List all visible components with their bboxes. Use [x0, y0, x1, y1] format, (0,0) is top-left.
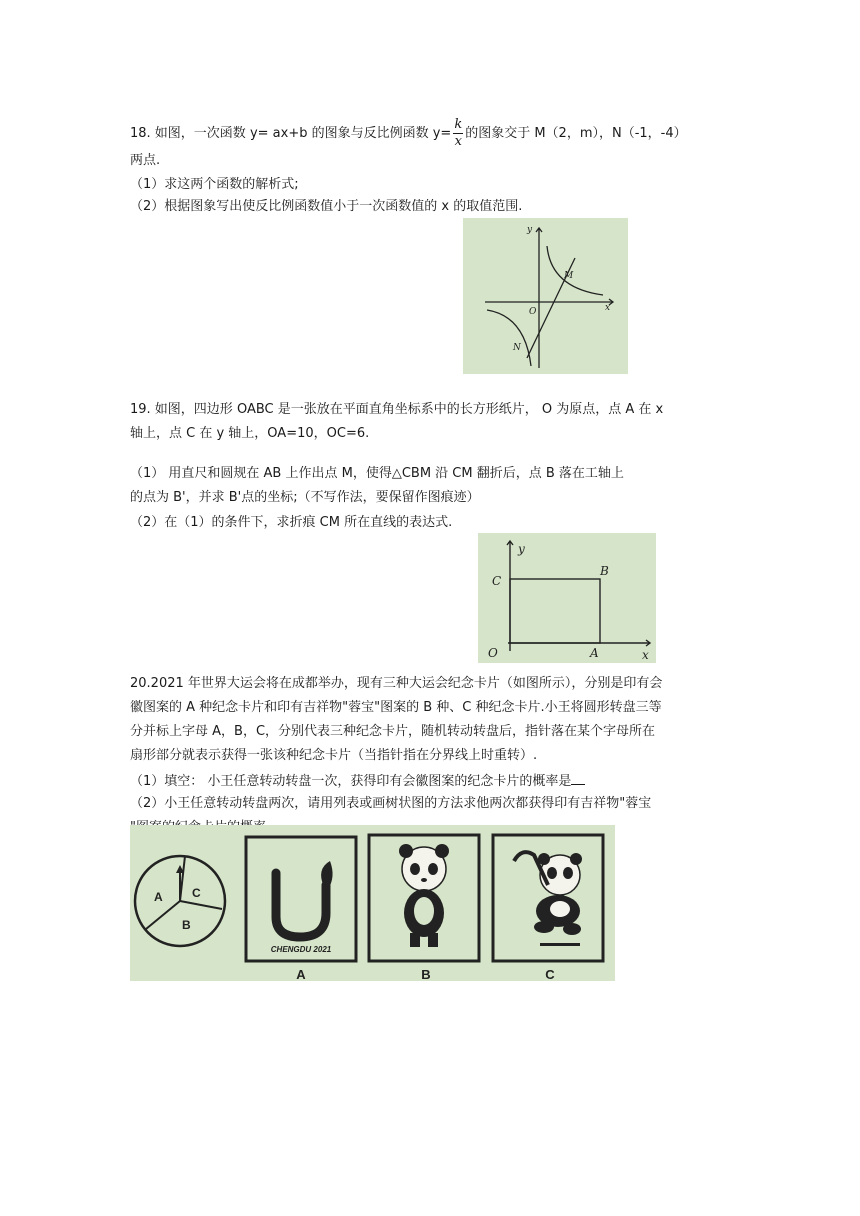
q20-part1-text: （1）填空： 小王任意转动转盘一次，获得印有会徽图案的纪念卡片的概率是: [130, 774, 572, 789]
panda-mascot-icon: [399, 844, 449, 947]
fig19-origin-label: O: [488, 646, 498, 660]
universiade-logo-icon: [276, 873, 326, 937]
q20-line4: 扇形部分就表示获得一张该种纪念卡片（当指针指在分界线上时重转）.: [130, 748, 538, 763]
q20-line1: 20.2021 年世界大运会将在成都举办，现有三种大运会纪念卡片（如图所示），分别是印有会: [130, 676, 663, 691]
q18-text-suffix: 的图象交于 M（2，m），N（-1，-4）: [465, 126, 687, 141]
q18-graph: [463, 218, 628, 374]
q20-part2-a: （2）小王任意转动转盘两次，请用列表或画树状图的方法求他两次都获得印有吉祥物"蓉宝: [130, 796, 652, 811]
spinner-divider-left: [146, 901, 180, 929]
q18-line2: 两点.: [130, 153, 161, 168]
panda-mascot-action-icon: [514, 852, 582, 946]
q18-fraction: [453, 117, 463, 150]
q18-line1: [130, 117, 687, 150]
spinner-label-a: A: [154, 890, 163, 904]
q20-illustration: [130, 825, 615, 981]
q19-line2: 轴上，点 C 在 y 轴上，OA=10，OC=6.: [130, 426, 370, 441]
card-label-b: B: [421, 967, 431, 981]
card-c: [493, 835, 603, 961]
q19-part1-a: （1） 用直尺和圆规在 AB 上作出点 M，使得△CBM 沿 CM 翻折后，点 B 落在工轴上: [130, 466, 624, 481]
fraction-numerator: k: [454, 117, 463, 132]
fig18-point-m: M: [564, 271, 574, 281]
card-b: [369, 835, 479, 961]
q20-part1: [130, 770, 585, 792]
q19-part1-b: 的点为 B'，并求 B'点的坐标;（不写作法，要保留作图痕迹）: [130, 490, 480, 505]
q18-text-prefix: 18. 如图，一次函数 y= ax+b 的图象与反比例函数 y=: [130, 126, 452, 141]
q20-line2: 徽图案的 A 种纪念卡片和印有吉祥物"蓉宝"图案的 B 种、C 种纪念卡片.小王将圆形转盘三等: [130, 700, 662, 715]
fig18-x-label: x: [605, 303, 611, 313]
fig19-point-c: C: [492, 574, 502, 588]
q18-part2: （2）根据图象写出使反比例函数值小于一次函数值的 x 的取值范围.: [130, 199, 523, 214]
spinner-divider-right: [180, 901, 222, 909]
hyperbola-branch-right: [547, 246, 603, 295]
fig18-y-label: y: [527, 225, 533, 235]
card-label-a: A: [296, 967, 306, 981]
card-a-frame: [246, 837, 356, 961]
hyperbola-branch-left: [487, 310, 531, 366]
card-a: [246, 837, 356, 961]
q18-figure: [463, 218, 628, 374]
rectangle-oabc: [510, 579, 600, 643]
q19-figure: [478, 533, 656, 663]
q20-figure: [130, 825, 615, 981]
fig19-y-label: y: [518, 542, 525, 556]
q19-line1: 19. 如图，四边形 OABC 是一张放在平面直角坐标系中的长方形纸片， O 为原点，点 A 在 x: [130, 402, 664, 417]
fig18-origin-label: O: [529, 307, 537, 317]
q20-line3: 分并标上字母 A，B，C，分别代表三种纪念卡片，随机转动转盘后，指针落在某个字母所在: [130, 724, 656, 739]
fig18-point-n: N: [513, 343, 521, 353]
spinner-label-b: B: [182, 918, 191, 932]
answer-blank: [571, 770, 585, 785]
card-label-c: C: [545, 967, 555, 981]
fig19-point-a: A: [590, 646, 599, 660]
q19-part2: （2）在（1）的条件下，求折痕 CM 所在直线的表达式.: [130, 515, 453, 530]
fraction-denominator: x: [454, 134, 462, 149]
fig19-point-b: B: [600, 564, 609, 578]
q18-part1: （1）求这两个函数的解析式;: [130, 177, 299, 192]
spinner: [135, 856, 225, 946]
spinner-label-c: C: [192, 886, 201, 900]
card-a-logo-text: CHENGDU 2021: [270, 945, 332, 954]
q19-graph: [478, 533, 656, 663]
fig19-x-label: x: [642, 648, 649, 662]
